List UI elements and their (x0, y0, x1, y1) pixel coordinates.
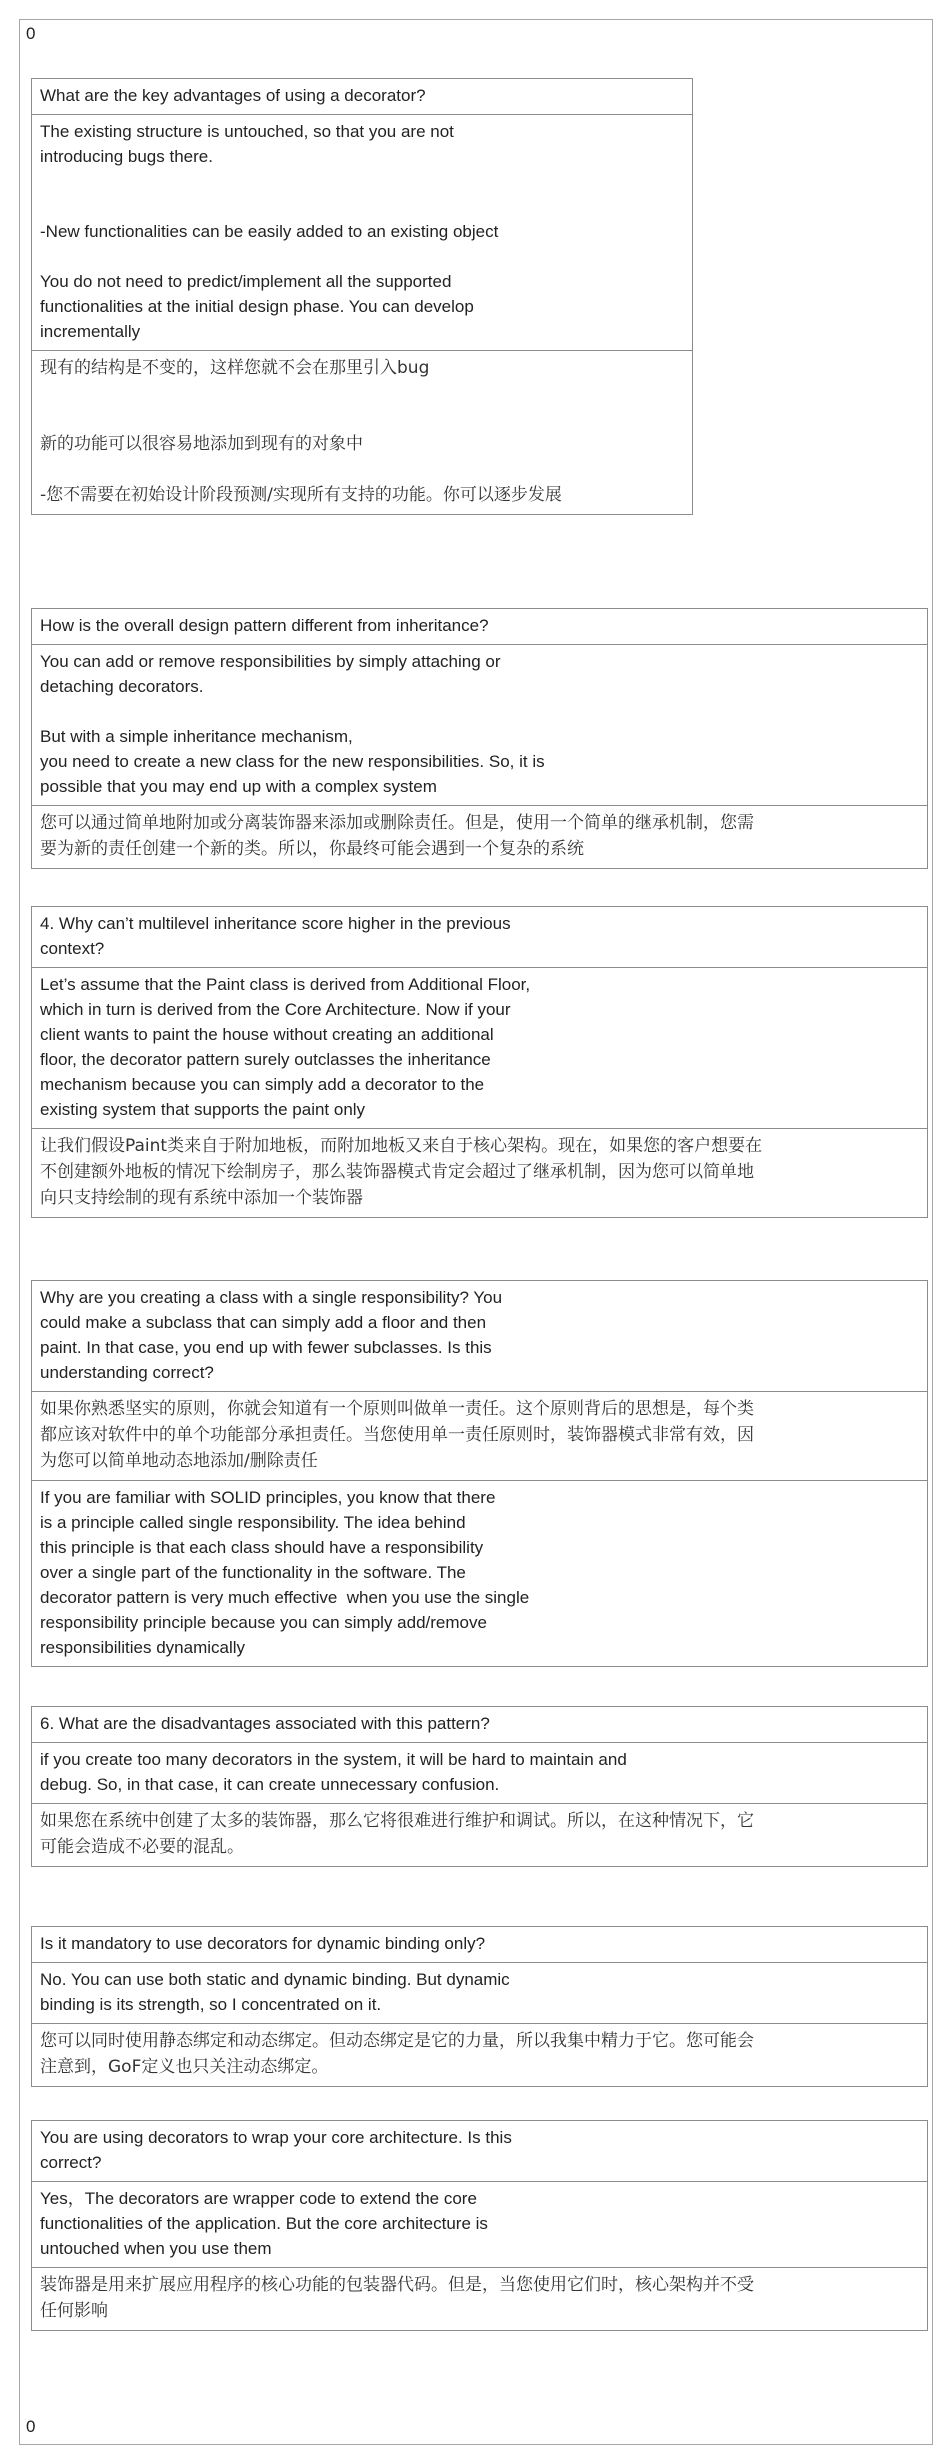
answer-cn-row (32, 2024, 927, 2086)
answer-line: functionalities of the application. But the core architecture is (40, 2214, 488, 2233)
qa-card-vs-inheritance (31, 608, 928, 869)
question-line: understanding correct? (40, 1363, 214, 1382)
qa-card-wrap-core-architecture (31, 2120, 928, 2331)
answer-cn-line: 现有的结构是不变的，这样您就不会在那里引入bug (40, 358, 430, 378)
answer-cn-line: 如果您在系统中创建了太多的装饰器，那么它将很难进行维护和调试。所以，在这种情况下，它 (40, 1811, 754, 1831)
question-line: could make a subclass that can simply add a floor and then (40, 1313, 487, 1332)
question-row (32, 2121, 927, 2182)
answer-line: client wants to paint the house without creating an additional (40, 1025, 494, 1044)
question-row (32, 79, 692, 115)
answer-line: No. You can use both static and dynamic binding. But dynamic (40, 1970, 510, 1989)
answer-line: debug. So, in that case, it can create unnecessary confusion. (40, 1775, 500, 1794)
answer-cn-line: 不创建额外地板的情况下绘制房子，那么装饰器模式肯定会超过了继承机制，因为您可以简单地 (40, 1162, 754, 1182)
answer-cn-line: 新的功能可以很容易地添加到现有的对象中 (40, 434, 363, 454)
answer-line: you need to create a new class for the new responsibilities. So, it is (40, 752, 545, 771)
answer-line: But with a simple inheritance mechanism, (40, 727, 353, 746)
qa-card-disadvantages (31, 1706, 928, 1867)
question-line: Is it mandatory to use decorators for dynamic binding only? (40, 1934, 486, 1953)
question-line: How is the overall design pattern different from inheritance? (40, 616, 489, 635)
answer-en-row (32, 1481, 927, 1666)
answer-en-row (32, 968, 927, 1129)
question-line: correct? (40, 2153, 102, 2172)
answer-line: floor, the decorator pattern surely outclasses the inheritance (40, 1050, 491, 1069)
answer-line: -New functionalities can be easily added to an existing object (40, 222, 499, 241)
page-number-bottom: 0 (26, 2417, 36, 2436)
answer-line: Let’s assume that the Paint class is derived from Additional Floor, (40, 975, 531, 994)
answer-line: existing system that supports the paint only (40, 1100, 366, 1119)
answer-cn-line: 任何影响 (40, 2301, 108, 2321)
answer-line: You can add or remove responsibilities by simply attaching or (40, 652, 501, 671)
qa-card-single-responsibility (31, 1280, 928, 1667)
answer-cn-line: 让我们假设Paint类来自于附加地板，而附加地板又来自于核心架构。现在，如果您的客户想要在 (40, 1136, 763, 1156)
answer-line: functionalities at the initial design phase. You can develop (40, 297, 474, 316)
answer-cn-line: 要为新的责任创建一个新的类。所以，你最终可能会遇到一个复杂的系统 (40, 839, 584, 859)
answer-line: which in turn is derived from the Core Architecture. Now if your (40, 1000, 511, 1019)
qa-card-multilevel-inheritance (31, 906, 928, 1218)
question-line: context? (40, 939, 105, 958)
answer-cn-row (32, 351, 692, 514)
answer-line: incrementally (40, 322, 141, 341)
answer-cn-line: 您可以通过简单地附加或分离装饰器来添加或删除责任。但是，使用一个简单的继承机制，您需 (40, 813, 754, 833)
answer-cn-row (32, 806, 927, 868)
qa-card-decorator-advantages (31, 78, 693, 515)
answer-line: responsibility principle because you can simply add/remove (40, 1613, 487, 1632)
answer-cn-line: 都应该对软件中的单个功能部分承担责任。当您使用单一责任原则时，装饰器模式非常有效，因 (40, 1425, 754, 1445)
answer-cn-line: 向只支持绘制的现有系统中添加一个装饰器 (40, 1188, 363, 1208)
answer-cn-row (32, 1129, 927, 1217)
answer-line: decorator pattern is very much effective when you use the single (40, 1588, 530, 1607)
answer-en-row (32, 2182, 927, 2268)
question-row (32, 1281, 927, 1392)
answer-cn-row (32, 1804, 927, 1866)
question-line: 6. What are the disadvantages associated with this pattern? (40, 1714, 490, 1733)
answer-line: possible that you may end up with a complex system (40, 777, 437, 796)
answer-en-row (32, 1963, 927, 2024)
answer-cn-line: 您可以同时使用静态绑定和动态绑定。但动态绑定是它的力量，所以我集中精力于它。您可能会 (40, 2031, 754, 2051)
answer-en-row (32, 1743, 927, 1804)
answer-cn-line: 装饰器是用来扩展应用程序的核心功能的包装器代码。但是，当您使用它们时，核心架构并不受 (40, 2275, 754, 2295)
answer-cn-line: 可能会造成不必要的混乱。 (40, 1837, 244, 1857)
answer-cn-line: -您不需要在初始设计阶段预测/实现所有支持的功能。你可以逐步发展 (40, 485, 562, 505)
answer-line: You do not need to predict/implement all the supported (40, 272, 452, 291)
answer-en-row (32, 115, 692, 351)
answer-line: If you are familiar with SOLID principles, you know that there (40, 1488, 496, 1507)
page-number-top: 0 (26, 24, 36, 43)
answer-line: mechanism because you can simply add a decorator to the (40, 1075, 485, 1094)
answer-cn-line: 注意到，GoF定义也只关注动态绑定。 (40, 2057, 329, 2077)
answer-line: detaching decorators. (40, 677, 204, 696)
answer-cn-row (32, 1392, 927, 1481)
answer-line: Yes，The decorators are wrapper code to extend the core (40, 2189, 477, 2208)
answer-cn-row (32, 2268, 927, 2330)
question-line: What are the key advantages of using a decorator? (40, 86, 426, 105)
question-line: You are using decorators to wrap your core architecture. Is this (40, 2128, 512, 2147)
question-line: paint. In that case, you end up with fewer subclasses. Is this (40, 1338, 492, 1357)
answer-cn-line: 为您可以简单地动态地添加/删除责任 (40, 1451, 318, 1471)
qa-card-dynamic-binding (31, 1926, 928, 2087)
question-row (32, 1707, 927, 1743)
answer-line: is a principle called single responsibility. The idea behind (40, 1513, 466, 1532)
answer-cn-line: 如果你熟悉坚实的原则，你就会知道有一个原则叫做单一责任。这个原则背后的思想是，每个类 (40, 1399, 754, 1419)
answer-line: binding is its strength, so I concentrated on it. (40, 1995, 382, 2014)
answer-line: this principle is that each class should have a responsibility (40, 1538, 484, 1557)
question-row (32, 907, 927, 968)
question-row (32, 1927, 927, 1963)
answer-line: introducing bugs there. (40, 147, 213, 166)
answer-line: over a single part of the functionality in the software. The (40, 1563, 466, 1582)
answer-en-row (32, 645, 927, 806)
answer-line: responsibilities dynamically (40, 1638, 246, 1657)
answer-line: The existing structure is untouched, so that you are not (40, 122, 454, 141)
question-line: 4. Why can’t multilevel inheritance score higher in the previous (40, 914, 511, 933)
question-line: Why are you creating a class with a single responsibility? You (40, 1288, 503, 1307)
answer-line: if you create too many decorators in the system, it will be hard to maintain and (40, 1750, 627, 1769)
question-row (32, 609, 927, 645)
answer-line: untouched when you use them (40, 2239, 272, 2258)
